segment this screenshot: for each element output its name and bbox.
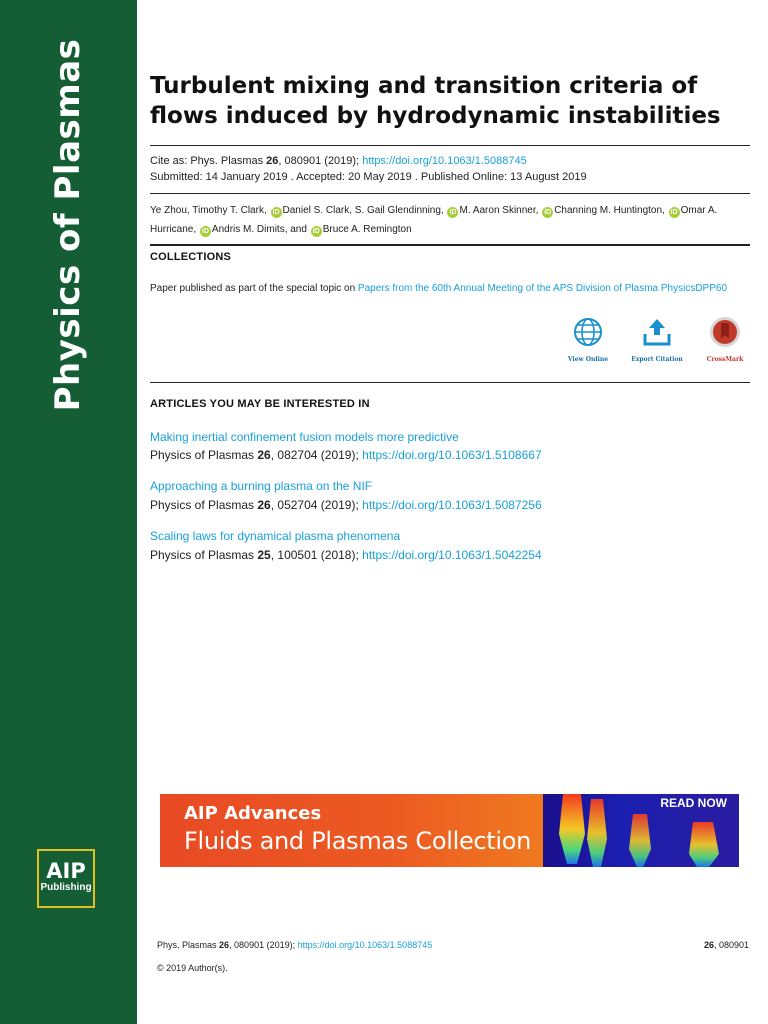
orcid-icon[interactable]: iD: [544, 209, 552, 216]
footer-prefix: Phys. Plasmas: [157, 940, 220, 950]
footer-volume: 26: [219, 940, 230, 950]
orcid-icon[interactable]: iD: [670, 209, 678, 216]
author-name[interactable]: Timothy T. Clark,: [192, 205, 270, 216]
related-volume: 26: [257, 498, 271, 512]
export-citation-label: Export Citation: [631, 356, 683, 363]
related-journal: Physics of Plasmas: [150, 548, 258, 562]
citation-line: [150, 153, 527, 169]
crossmark-icon: [709, 316, 741, 348]
footer-rest: , 080901 (2019);: [229, 940, 298, 950]
footer-page-number: [704, 940, 749, 950]
citation-volume: 26: [266, 155, 279, 167]
view-online-button[interactable]: [558, 316, 618, 363]
special-topic-link[interactable]: Papers from the 60th Annual Meeting of the APS Division of Plasma PhysicsDPP60: [357, 283, 728, 294]
footer-doi-link[interactable]: https://doi.org/10.1063/1.5088745: [297, 940, 433, 950]
related-volume: 26: [257, 448, 271, 462]
related-article-title[interactable]: Scaling laws for dynamical plasma phenomena: [150, 529, 401, 543]
orcid-icon[interactable]: iD: [312, 228, 320, 235]
export-citation-button[interactable]: [627, 316, 687, 363]
divider: [150, 145, 750, 146]
export-icon: [641, 316, 673, 348]
author-name[interactable]: Andris M. Dimits, and: [211, 224, 310, 235]
orcid-icon[interactable]: iD: [272, 209, 280, 216]
logo-text-sub: Publishing: [40, 882, 92, 893]
aip-publishing-logo[interactable]: [37, 849, 95, 908]
author-name[interactable]: S. Gail Glendinning,: [354, 205, 447, 216]
related-articles-heading: ARTICLES YOU MAY BE INTERESTED IN: [150, 398, 370, 410]
related-journal: Physics of Plasmas: [150, 448, 258, 462]
related-article-title[interactable]: Approaching a burning plasma on the NIF: [150, 479, 373, 493]
related-rest: , 052704 (2019);: [270, 498, 363, 512]
banner-collection: Fluids and Plasmas Collection: [184, 827, 532, 855]
publication-dates: Submitted: 14 January 2019 . Accepted: 20 May 2019 . Published Online: 13 August 2019: [150, 171, 587, 183]
banner-journal: AIP Advances: [184, 803, 322, 824]
related-volume: 25: [257, 548, 271, 562]
related-doi-link[interactable]: https://doi.org/10.1063/1.5042254: [362, 548, 542, 562]
plasma-simulation-image: [543, 794, 739, 867]
read-now-button[interactable]: READ NOW: [660, 796, 727, 810]
globe-icon: [572, 316, 604, 348]
crossmark-label: CrossMark: [706, 356, 744, 363]
related-article-title[interactable]: Making inertial confinement fusion models more predictive: [150, 430, 459, 444]
author-name[interactable]: Ye Zhou,: [150, 205, 193, 216]
related-rest: , 100501 (2018);: [270, 548, 363, 562]
logo-text-main: AIP: [46, 859, 86, 883]
crossmark-button[interactable]: [695, 316, 755, 363]
author-name[interactable]: M. Aaron Skinner,: [459, 205, 542, 216]
citation-prefix: Cite as: Phys. Plasmas: [150, 155, 267, 167]
author-list: [150, 201, 750, 239]
journal-sidebar: [0, 0, 137, 1024]
footer-page-num: , 080901: [713, 940, 749, 950]
related-article-citation: [150, 448, 542, 462]
divider: [150, 193, 750, 194]
related-article-citation: [150, 548, 542, 562]
author-name[interactable]: Daniel S. Clark,: [282, 205, 355, 216]
orcid-icon[interactable]: iD: [449, 209, 457, 216]
aip-advances-banner[interactable]: [160, 794, 739, 867]
view-online-label: View Online: [567, 356, 609, 363]
related-doi-link[interactable]: https://doi.org/10.1063/1.5087256: [362, 498, 542, 512]
related-rest: , 082704 (2019);: [270, 448, 363, 462]
collections-description: [150, 281, 740, 296]
related-journal: Physics of Plasmas: [150, 498, 258, 512]
collections-text: Paper published as part of the special topic on: [150, 283, 358, 294]
orcid-icon[interactable]: iD: [201, 228, 209, 235]
article-title: Turbulent mixing and transition criteria of flows induced by hydrodynamic instabilities: [150, 73, 721, 129]
footer-page-volume: 26: [703, 940, 714, 950]
author-name[interactable]: Omar A. Hurricane,: [150, 205, 718, 235]
divider: [150, 244, 750, 246]
divider: [150, 382, 750, 383]
footer-citation: [157, 940, 432, 950]
related-doi-link[interactable]: https://doi.org/10.1063/1.5108667: [362, 448, 542, 462]
journal-name: Physics of Plasmas: [48, 38, 88, 412]
collections-heading: COLLECTIONS: [150, 251, 232, 263]
author-name[interactable]: Channing M. Huntington,: [554, 205, 668, 216]
related-article-citation: [150, 498, 542, 512]
citation-doi-link[interactable]: https://doi.org/10.1063/1.5088745: [362, 155, 527, 167]
citation-rest: , 080901 (2019);: [278, 155, 363, 167]
footer-copyright: © 2019 Author(s).: [157, 963, 228, 973]
author-name[interactable]: Bruce A. Remington: [322, 224, 412, 235]
